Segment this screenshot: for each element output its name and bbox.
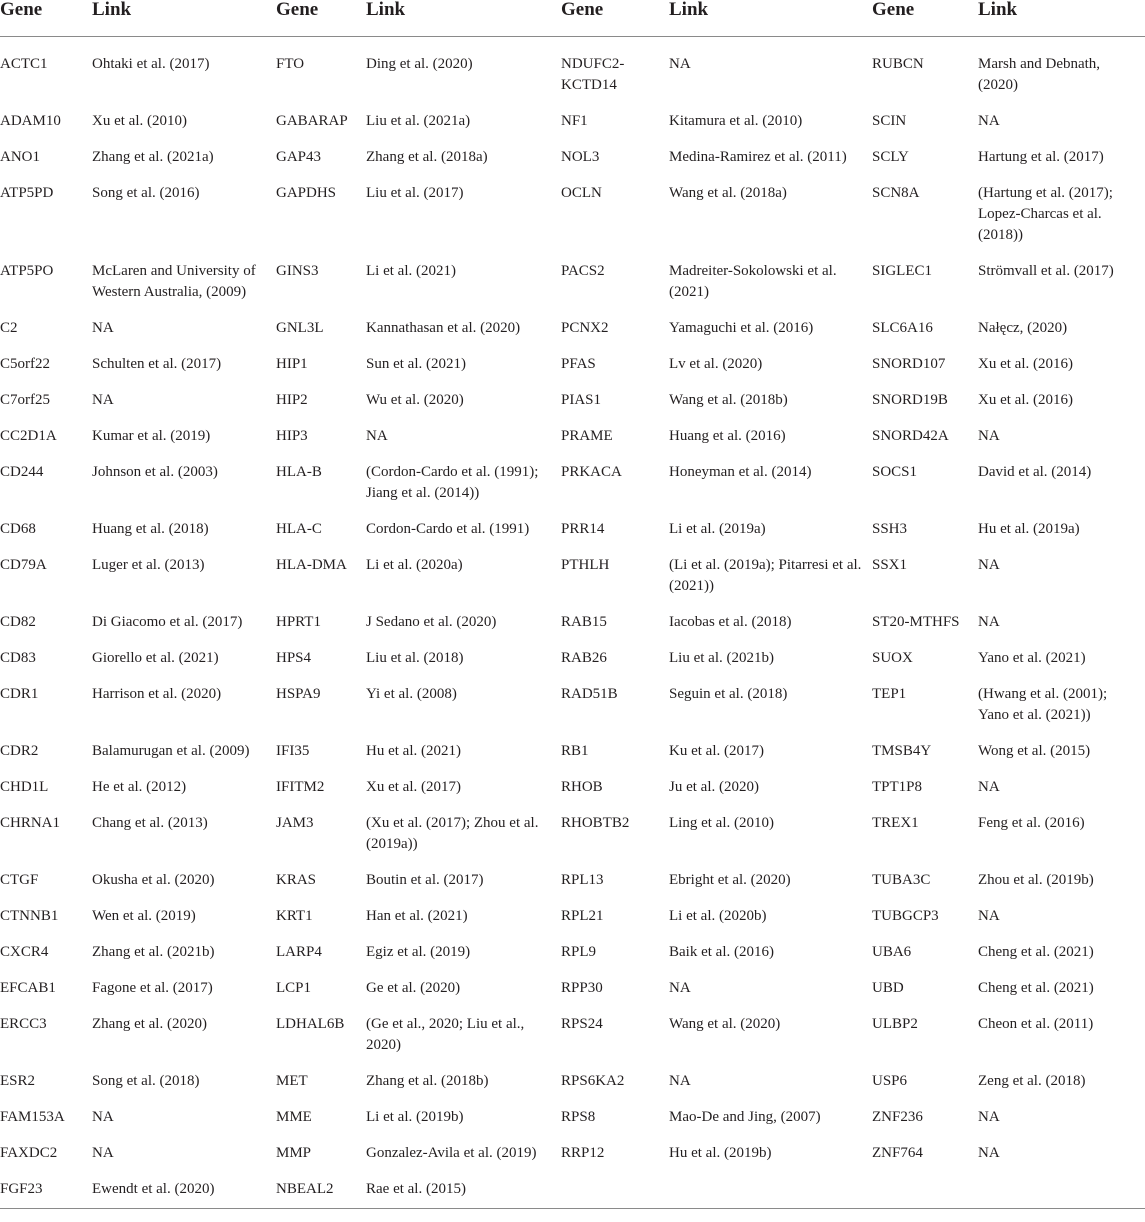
link-cell: Cheon et al. (2011) <box>978 1016 1094 1032</box>
link-cell: (Cordon-Cardo et al. (1991); Jiang et al. (2014)) <box>366 464 539 501</box>
link-cell: NA <box>978 428 1000 444</box>
gene-cell: SSX1 <box>872 557 908 573</box>
link-cell: Li et al. (2020b) <box>669 908 767 924</box>
link-cell: Li et al. (2019b) <box>366 1109 464 1125</box>
gene-cell: NDUFC2-KCTD14 <box>561 56 625 93</box>
link-cell: Sun et al. (2021) <box>366 356 466 372</box>
link-cell: Liu et al. (2021b) <box>669 650 774 666</box>
column-header-gene: Gene <box>0 0 92 37</box>
link-cell: Ding et al. (2020) <box>366 56 473 72</box>
column-header-gene: Gene <box>276 0 366 37</box>
link-cell: Cheng et al. (2021) <box>978 944 1094 960</box>
gene-cell: CDR1 <box>0 686 39 702</box>
link-cell: Cheng et al. (2021) <box>978 980 1094 996</box>
link-cell: (Xu et al. (2017); Zhou et al. (2019a)) <box>366 815 539 852</box>
table-row <box>0 1007 1145 1064</box>
link-cell: Kitamura et al. (2010) <box>669 113 803 129</box>
table-row <box>0 548 1145 605</box>
gene-cell: PTHLH <box>561 557 610 573</box>
gene-cell: TUBGCP3 <box>872 908 939 924</box>
gene-cell: TPT1P8 <box>872 779 923 795</box>
gene-cell: RAB15 <box>561 614 607 630</box>
link-cell: Hu et al. (2019a) <box>978 521 1080 537</box>
gene-cell: SSH3 <box>872 521 908 537</box>
link-cell: Wong et al. (2015) <box>978 743 1091 759</box>
gene-cell: UBD <box>872 980 904 996</box>
gene-cell: SCLY <box>872 149 909 165</box>
gene-cell: JAM3 <box>276 815 314 831</box>
gene-cell: SOCS1 <box>872 464 918 480</box>
link-cell: Song et al. (2018) <box>92 1073 200 1089</box>
table-row <box>0 1100 1145 1136</box>
gene-cell: SIGLEC1 <box>872 263 932 279</box>
gene-cell: LARP4 <box>276 944 322 960</box>
table-row <box>0 311 1145 347</box>
gene-cell: ADAM10 <box>0 113 61 129</box>
link-cell: NA <box>978 779 1000 795</box>
gene-cell: GNL3L <box>276 320 324 336</box>
link-cell: Ewendt et al. (2020) <box>92 1172 276 1209</box>
gene-cell: GABARAP <box>276 113 348 129</box>
link-cell: Balamurugan et al. (2009) <box>92 743 250 759</box>
link-cell: Ju et al. (2020) <box>669 779 759 795</box>
gene-cell: USP6 <box>872 1073 908 1089</box>
gene-cell: GINS3 <box>276 263 319 279</box>
link-cell: Lv et al. (2020) <box>669 356 763 372</box>
link-cell: Feng et al. (2016) <box>978 815 1085 831</box>
table-row <box>0 104 1145 140</box>
link-cell: NA <box>92 392 114 408</box>
gene-cell: SNORD42A <box>872 428 949 444</box>
link-cell: NA <box>978 113 1000 129</box>
link-cell: Yamaguchi et al. (2016) <box>669 320 814 336</box>
gene-cell: PRR14 <box>561 521 605 537</box>
link-cell: Li et al. (2021) <box>366 263 456 279</box>
link-cell: Hu et al. (2019b) <box>669 1145 772 1161</box>
gene-cell: RPS24 <box>561 1016 603 1032</box>
table-row <box>0 512 1145 548</box>
gene-cell: HLA-C <box>276 521 322 537</box>
link-cell <box>669 1172 872 1209</box>
link-cell: NA <box>978 557 1000 573</box>
gene-cell: FAM153A <box>0 1109 65 1125</box>
link-cell: Seguin et al. (2018) <box>669 686 788 702</box>
link-cell: Marsh and Debnath, (2020) <box>978 56 1101 93</box>
gene-cell: RPL9 <box>561 944 597 960</box>
link-cell: Mao-De and Jing, (2007) <box>669 1109 821 1125</box>
table-row <box>0 140 1145 176</box>
gene-cell: ZNF236 <box>872 1109 923 1125</box>
gene-cell: PRAME <box>561 428 613 444</box>
link-cell: Ling et al. (2010) <box>669 815 774 831</box>
table-row <box>0 935 1145 971</box>
gene-cell: CD68 <box>0 521 36 537</box>
gene-cell: ERCC3 <box>0 1016 47 1032</box>
gene-cell: ATP5PO <box>0 263 54 279</box>
table-row <box>0 176 1145 254</box>
link-cell: NA <box>366 428 388 444</box>
link-cell: Fagone et al. (2017) <box>92 980 213 996</box>
gene-cell: LCP1 <box>276 980 312 996</box>
link-cell: NA <box>669 56 691 72</box>
gene-cell: RAD51B <box>561 686 618 702</box>
link-cell: Kumar et al. (2019) <box>92 428 211 444</box>
gene-cell: RPS8 <box>561 1109 596 1125</box>
link-cell: Liu et al. (2018) <box>366 650 464 666</box>
column-header-gene: Gene <box>872 0 978 37</box>
column-header-link: Link <box>978 0 1145 37</box>
link-cell: Rae et al. (2015) <box>366 1172 561 1209</box>
gene-cell: CD83 <box>0 650 36 666</box>
column-header-link: Link <box>669 0 872 37</box>
link-cell: Cordon-Cardo et al. (1991) <box>366 521 530 537</box>
gene-cell: SNORD19B <box>872 392 948 408</box>
gene-cell: SCIN <box>872 113 907 129</box>
link-cell: (Ge et al., 2020; Liu et al., 2020) <box>366 1016 525 1053</box>
link-cell: Giorello et al. (2021) <box>92 650 219 666</box>
link-cell: Nałęcz, (2020) <box>978 320 1068 336</box>
table-row <box>0 254 1145 311</box>
link-cell: Zhang et al. (2021a) <box>92 149 214 165</box>
column-header-link: Link <box>92 0 276 37</box>
link-cell: Harrison et al. (2020) <box>92 686 222 702</box>
gene-cell: RB1 <box>561 743 589 759</box>
link-cell: Zhang et al. (2021b) <box>92 944 215 960</box>
gene-cell: NOL3 <box>561 149 600 165</box>
link-cell: Medina-Ramirez et al. (2011) <box>669 149 847 165</box>
gene-cell: RRP12 <box>561 1145 605 1161</box>
link-cell: Wen et al. (2019) <box>92 908 196 924</box>
gene-cell: SUOX <box>872 650 913 666</box>
column-header-link: Link <box>366 0 561 37</box>
link-cell: Hartung et al. (2017) <box>978 149 1104 165</box>
link-cell: Yi et al. (2008) <box>366 686 457 702</box>
gene-cell: HLA-DMA <box>276 557 347 573</box>
link-cell: NA <box>978 908 1000 924</box>
gene-cell: FTO <box>276 56 305 72</box>
gene-cell: C7orf25 <box>0 392 50 408</box>
gene-cell: CHD1L <box>0 779 49 795</box>
table-row <box>0 37 1145 105</box>
link-cell <box>978 1172 1145 1209</box>
gene-cell: SCN8A <box>872 185 920 201</box>
gene-cell: ZNF764 <box>872 1145 923 1161</box>
link-cell: Boutin et al. (2017) <box>366 872 484 888</box>
gene-cell: RPS6KA2 <box>561 1073 625 1089</box>
link-cell: Zhang et al. (2018b) <box>366 1073 489 1089</box>
gene-cell: MET <box>276 1073 308 1089</box>
link-cell: He et al. (2012) <box>92 779 187 795</box>
link-cell: Egiz et al. (2019) <box>366 944 471 960</box>
column-header-gene: Gene <box>561 0 669 37</box>
link-cell: McLaren and University of Western Australia, (2009) <box>92 263 256 300</box>
link-cell: Ebright et al. (2020) <box>669 872 791 888</box>
link-cell: Xu et al. (2010) <box>92 113 187 129</box>
table-row <box>0 770 1145 806</box>
gene-cell: MME <box>276 1109 312 1125</box>
table-row <box>0 1136 1145 1172</box>
table-row <box>0 806 1145 863</box>
link-cell: Yano et al. (2021) <box>978 650 1086 666</box>
table-row <box>0 605 1145 641</box>
gene-cell: KRAS <box>276 872 317 888</box>
gene-cell <box>872 1172 978 1209</box>
table-row <box>0 383 1145 419</box>
link-cell: Ge et al. (2020) <box>366 980 461 996</box>
gene-cell: PIAS1 <box>561 392 602 408</box>
gene-cell: UBA6 <box>872 944 912 960</box>
link-cell: J Sedano et al. (2020) <box>366 614 497 630</box>
link-cell: Di Giacomo et al. (2017) <box>92 614 243 630</box>
gene-cell: C5orf22 <box>0 356 50 372</box>
table-body <box>0 37 1145 1209</box>
link-cell: David et al. (2014) <box>978 464 1092 480</box>
table-row <box>0 677 1145 734</box>
gene-cell: PFAS <box>561 356 596 372</box>
gene-cell: HSPA9 <box>276 686 321 702</box>
gene-cell: CD79A <box>0 557 47 573</box>
link-cell: NA <box>669 1073 691 1089</box>
link-cell: (Hwang et al. (2001); Yano et al. (2021)) <box>978 686 1108 723</box>
link-cell: Liu et al. (2017) <box>366 185 464 201</box>
gene-cell: FAXDC2 <box>0 1145 58 1161</box>
gene-cell: ATP5PD <box>0 185 54 201</box>
link-cell: Wang et al. (2020) <box>669 1016 781 1032</box>
link-cell: Wang et al. (2018b) <box>669 392 788 408</box>
header-row <box>0 0 1145 37</box>
table-row <box>0 641 1145 677</box>
gene-cell: PACS2 <box>561 263 605 279</box>
gene-cell: RPP30 <box>561 980 603 996</box>
table-row <box>0 971 1145 1007</box>
table-row <box>0 419 1145 455</box>
gene-cell: FGF23 <box>0 1172 92 1209</box>
table-row <box>0 455 1145 512</box>
link-cell: NA <box>978 614 1000 630</box>
table-row <box>0 1064 1145 1100</box>
gene-cell: EFCAB1 <box>0 980 56 996</box>
link-cell: Zeng et al. (2018) <box>978 1073 1086 1089</box>
gene-cell: TUBA3C <box>872 872 931 888</box>
gene-cell: NBEAL2 <box>276 1172 366 1209</box>
link-cell: Johnson et al. (2003) <box>92 464 218 480</box>
gene-cell: CDR2 <box>0 743 39 759</box>
link-cell: Kannathasan et al. (2020) <box>366 320 521 336</box>
gene-cell: ST20-MTHFS <box>872 614 960 630</box>
gene-cell: CHRNA1 <box>0 815 61 831</box>
gene-cell: PRKACA <box>561 464 622 480</box>
gene-cell: TREX1 <box>872 815 919 831</box>
link-cell: Ohtaki et al. (2017) <box>92 56 210 72</box>
gene-cell: RHOBTB2 <box>561 815 630 831</box>
gene-cell: CTGF <box>0 872 39 888</box>
link-cell: Li et al. (2020a) <box>366 557 463 573</box>
gene-cell: GAPDHS <box>276 185 337 201</box>
gene-cell: RPL13 <box>561 872 604 888</box>
link-cell: Baik et al. (2016) <box>669 944 774 960</box>
gene-cell: KRT1 <box>276 908 313 924</box>
link-cell: (Hartung et al. (2017); Lopez-Charcas et al. (2018)) <box>978 185 1113 243</box>
gene-cell: HPRT1 <box>276 614 321 630</box>
gene-cell: HIP2 <box>276 392 308 408</box>
gene-cell: HIP3 <box>276 428 308 444</box>
link-cell: Zhang et al. (2020) <box>92 1016 207 1032</box>
gene-cell: GAP43 <box>276 149 322 165</box>
gene-cell: HPS4 <box>276 650 312 666</box>
gene-cell: LDHAL6B <box>276 1016 345 1032</box>
table-row <box>0 1172 1145 1209</box>
gene-cell: CXCR4 <box>0 944 49 960</box>
gene-cell: SNORD107 <box>872 356 946 372</box>
link-cell: Schulten et al. (2017) <box>92 356 222 372</box>
link-cell: Honeyman et al. (2014) <box>669 464 812 480</box>
table-row <box>0 347 1145 383</box>
link-cell: Xu et al. (2016) <box>978 392 1073 408</box>
link-cell: NA <box>978 1145 1000 1161</box>
gene-cell: HIP1 <box>276 356 308 372</box>
link-cell: Iacobas et al. (2018) <box>669 614 792 630</box>
link-cell: Gonzalez-Avila et al. (2019) <box>366 1145 537 1161</box>
gene-cell: IFITM2 <box>276 779 325 795</box>
table-row <box>0 863 1145 899</box>
link-cell: Okusha et al. (2020) <box>92 872 215 888</box>
gene-cell: ACTC1 <box>0 56 48 72</box>
gene-cell: MMP <box>276 1145 312 1161</box>
gene-cell: CD244 <box>0 464 44 480</box>
link-cell: Huang et al. (2016) <box>669 428 786 444</box>
link-cell: Hu et al. (2021) <box>366 743 461 759</box>
table-row <box>0 899 1145 935</box>
link-cell: Wang et al. (2018a) <box>669 185 787 201</box>
link-cell: Chang et al. (2013) <box>92 815 208 831</box>
link-cell: NA <box>669 980 691 996</box>
link-cell: NA <box>92 320 114 336</box>
gene-cell: RHOB <box>561 779 603 795</box>
gene-cell: ESR2 <box>0 1073 36 1089</box>
link-cell: Han et al. (2021) <box>366 908 468 924</box>
gene-cell: RAB26 <box>561 650 607 666</box>
link-cell: Li et al. (2019a) <box>669 521 766 537</box>
gene-cell <box>561 1172 669 1209</box>
link-cell: Xu et al. (2016) <box>978 356 1073 372</box>
link-cell: Luger et al. (2013) <box>92 557 205 573</box>
link-cell: Madreiter-Sokolowski et al. (2021) <box>669 263 837 300</box>
gene-cell: ULBP2 <box>872 1016 918 1032</box>
gene-cell: IFI35 <box>276 743 310 759</box>
table-row <box>0 734 1145 770</box>
link-cell: Zhang et al. (2018a) <box>366 149 488 165</box>
link-cell: Liu et al. (2021a) <box>366 113 471 129</box>
link-cell: Xu et al. (2017) <box>366 779 461 795</box>
gene-cell: RPL21 <box>561 908 604 924</box>
gene-cell: CTNNB1 <box>0 908 59 924</box>
link-cell: Huang et al. (2018) <box>92 521 209 537</box>
link-cell: Song et al. (2016) <box>92 185 200 201</box>
gene-cell: RUBCN <box>872 56 924 72</box>
link-cell: NA <box>92 1145 114 1161</box>
gene-cell: C2 <box>0 320 18 336</box>
gene-cell: CC2D1A <box>0 428 57 444</box>
gene-cell: PCNX2 <box>561 320 609 336</box>
gene-cell: HLA-B <box>276 464 322 480</box>
gene-cell: TMSB4Y <box>872 743 932 759</box>
link-cell: Wu et al. (2020) <box>366 392 464 408</box>
gene-cell: NF1 <box>561 113 588 129</box>
gene-cell: OCLN <box>561 185 602 201</box>
link-cell: Strömvall et al. (2017) <box>978 263 1114 279</box>
link-cell: NA <box>978 1109 1000 1125</box>
gene-cell: CD82 <box>0 614 36 630</box>
link-cell: Zhou et al. (2019b) <box>978 872 1094 888</box>
gene-cell: SLC6A16 <box>872 320 933 336</box>
link-cell: Ku et al. (2017) <box>669 743 764 759</box>
link-cell: NA <box>92 1109 114 1125</box>
link-cell: (Li et al. (2019a); Pitarresi et al. (2021)) <box>669 557 862 594</box>
gene-cell: ANO1 <box>0 149 40 165</box>
gene-cell: TEP1 <box>872 686 907 702</box>
